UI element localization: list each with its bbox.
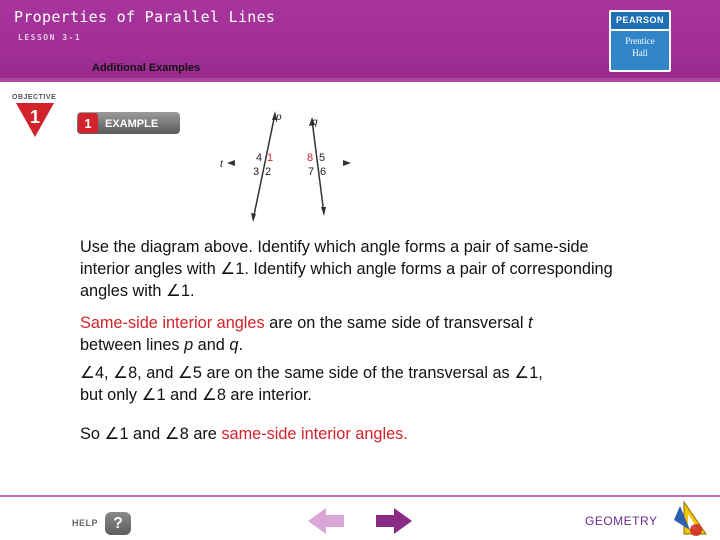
objective-number: 1	[29, 107, 41, 127]
explanation-1-line1	[80, 312, 533, 334]
angle-symbol-icon: ∠	[164, 425, 180, 443]
example-label: EXAMPLE	[105, 118, 159, 130]
objective-badge	[12, 94, 62, 138]
exp2-a: 4,	[95, 364, 114, 382]
term-same-side-interior: Same-side interior angles	[80, 314, 265, 332]
explanation-2-line1	[80, 362, 543, 384]
conclusion-a: 1 and	[119, 425, 165, 443]
brand-line2: Hall	[632, 48, 648, 58]
angle-symbol-icon: ∠	[514, 364, 529, 382]
help-button[interactable]	[72, 512, 134, 536]
var-q: q	[229, 336, 239, 354]
line-t-arrow-left	[227, 160, 235, 166]
section-subtitle: Additional Examples	[92, 62, 201, 74]
angle-symbol-icon: ∠	[166, 282, 181, 300]
conclusion-so: So	[80, 425, 105, 443]
explanation-1-line2	[80, 334, 533, 356]
problem-line3-a: angles with	[80, 282, 162, 300]
angle-symbol-icon: ∠	[104, 425, 120, 443]
angle-4: 4	[256, 152, 263, 164]
angle-3: 3	[253, 166, 260, 178]
explanation-1	[80, 312, 533, 356]
angle-symbol-icon: ∠	[141, 386, 157, 404]
next-button[interactable]	[374, 506, 414, 536]
parallel-lines-diagram	[218, 108, 358, 223]
pearson-logo-top: PEARSON	[611, 12, 669, 29]
explanation-1-and: and	[193, 336, 230, 354]
label-q: q	[312, 117, 318, 128]
problem-text	[80, 236, 613, 302]
angle-6: 6	[320, 166, 327, 178]
angle-1: 1	[267, 152, 274, 164]
problem-line3-b: 1.	[181, 282, 195, 300]
question-icon: ?	[105, 512, 131, 535]
angle-symbol-icon: ∠	[220, 260, 235, 278]
geometry-label: GEOMETRY	[585, 514, 658, 528]
exp2-d: 1,	[529, 364, 543, 382]
objective-label: OBJECTIVE	[12, 94, 57, 101]
objective-triangle-icon	[16, 103, 56, 139]
problem-line2-b: 1. Identify which angle forms a pair of corresponding	[235, 260, 613, 278]
line-p-arrow-bottom	[251, 213, 256, 222]
lesson-title: Properties of Parallel Lines	[14, 8, 276, 26]
angle-symbol-icon: ∠	[201, 386, 217, 404]
explanation-1-text: are on the same side of transversal	[264, 314, 528, 332]
exp2-line2-c: 8 are interior.	[216, 386, 312, 404]
geometry-tools-icon	[670, 500, 710, 538]
explanation-1-period: .	[238, 336, 243, 354]
angle-5: 5	[319, 152, 326, 164]
explanation-2-line2	[80, 384, 543, 406]
brand-line1: Prentice	[625, 36, 655, 46]
exp2-b: 8, and	[128, 364, 178, 382]
angle-symbol-icon: ∠	[177, 364, 193, 382]
label-t: t	[220, 159, 223, 170]
problem-line2-a: interior angles with	[80, 260, 216, 278]
problem-line3	[80, 280, 613, 302]
problem-line1: Use the diagram above. Identify which angle forms a pair of same-side	[80, 238, 589, 256]
left-arrow-icon	[308, 508, 344, 534]
problem-line2	[80, 258, 613, 280]
right-arrow-icon	[376, 508, 412, 534]
pearson-logo	[609, 10, 671, 72]
var-t: t	[527, 314, 533, 332]
previous-button[interactable]	[306, 506, 346, 536]
help-label: HELP	[72, 518, 99, 528]
label-p: p	[276, 112, 282, 123]
exp2-line2-b: 1 and	[156, 386, 202, 404]
explanation-1-text2: between lines	[80, 336, 185, 354]
conclusion-answer: same-side interior angles.	[221, 425, 408, 443]
line-t-arrow-right	[343, 160, 351, 166]
explanation-2	[80, 362, 543, 406]
footer-rule	[0, 495, 720, 497]
prentice-hall-logo	[611, 31, 669, 70]
angle-symbol-icon: ∠	[113, 364, 128, 382]
header-rule	[0, 78, 720, 82]
angle-8: 8	[307, 152, 314, 164]
lesson-number: LESSON 3-1	[18, 33, 82, 42]
exp2-line2-a: but only	[80, 386, 142, 404]
conclusion	[80, 423, 408, 445]
angle-2: 2	[265, 166, 272, 178]
example-tab	[77, 112, 180, 134]
header-banner	[0, 0, 720, 82]
var-p: p	[184, 336, 194, 354]
conclusion-b: 8 are	[179, 425, 222, 443]
angle-7: 7	[308, 166, 315, 178]
angle-symbol-icon: ∠	[80, 364, 95, 382]
example-number: 1	[84, 116, 92, 131]
exp2-c: 5 are on the same side of the transversal as	[192, 364, 515, 382]
line-q-arrow-bottom	[321, 207, 326, 216]
